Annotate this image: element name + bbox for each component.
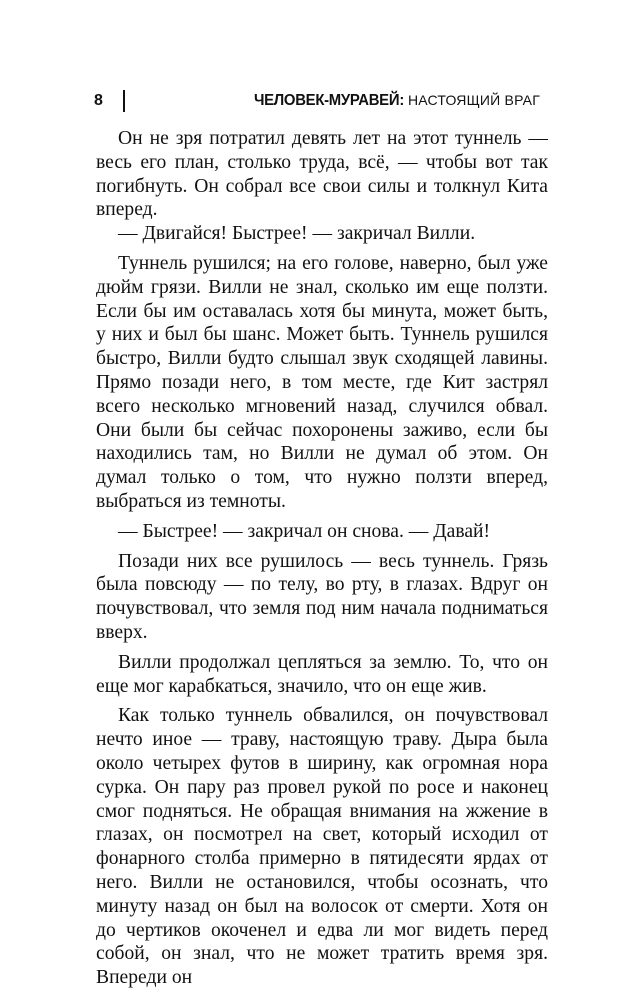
page-header <box>94 90 540 116</box>
paragraph: Как только туннель обвалился, он почувствовал нечто иное — траву, настоящую траву. Дыра была около четырех футов в ширину, как огромная нора сурка. Он пару раз провел рукой по росе и наконец смог подняться. Не обращая внимания на жжение в глазах, он посмотрел на свет, который исходил от фонарного столба примерно в пятидесяти ярдах от него. Вилли не остановился, чтобы осознать, что минуту назад он был на волосок от смерти. Хотя он до чертиков окоченел и едва ли мог видеть перед собой, он знал, что не может тратить время зря. Впереди он <box>96 705 548 989</box>
book-subtitle: НАСТОЯЩИЙ ВРАГ <box>403 92 540 108</box>
running-head <box>243 92 540 110</box>
paragraph: — Быстрее! — закричал он снова. — Давай! <box>118 520 491 542</box>
paragraph: Он не зря потратил девять лет на этот туннель — весь его план, столько труда, всё, — чтобы вот так погибнуть. Он собрал все свои силы и толкнул Кита вперед. <box>96 128 548 221</box>
paragraph: — Двигайся! Быстрее! — закричал Вилли. <box>118 223 476 245</box>
paragraph: Туннель рушился; на его голове, наверно, был уже дюйм грязи. Вилли не знал, сколько им еще ползти. Если бы им оставалась хотя бы минута, может быть, у них и был бы шанс. Может быть. Туннель рушился быстро, Вилли будто слышал звук сходящей лавины. Прямо позади него, в том месте, где Кит застрял всего несколько мгновений назад, случился обвал. Они были бы сейчас похоронены заживо, если бы находились там, но Вилли не думал об этом. Он думал только о том, что нужно ползти вперед, выбраться из темноты. <box>96 252 548 512</box>
paragraph: Позади них все рушилось — весь туннель. Грязь была повсюду — по телу, во рту, в глазах. Вдруг он почувствовал, что земля под ним начала подниматься вверх. <box>96 550 548 643</box>
page-number: 8 <box>94 92 104 109</box>
book-title: ЧЕЛОВЕК-МУРАВЕЙ <box>253 92 399 109</box>
body-text <box>96 127 548 990</box>
header-divider <box>123 90 125 112</box>
title-separator: : <box>399 92 404 109</box>
paragraph: Вилли продолжал цепляться за землю. То, что он еще мог карабкаться, значило, что он еще жив. <box>96 651 548 697</box>
